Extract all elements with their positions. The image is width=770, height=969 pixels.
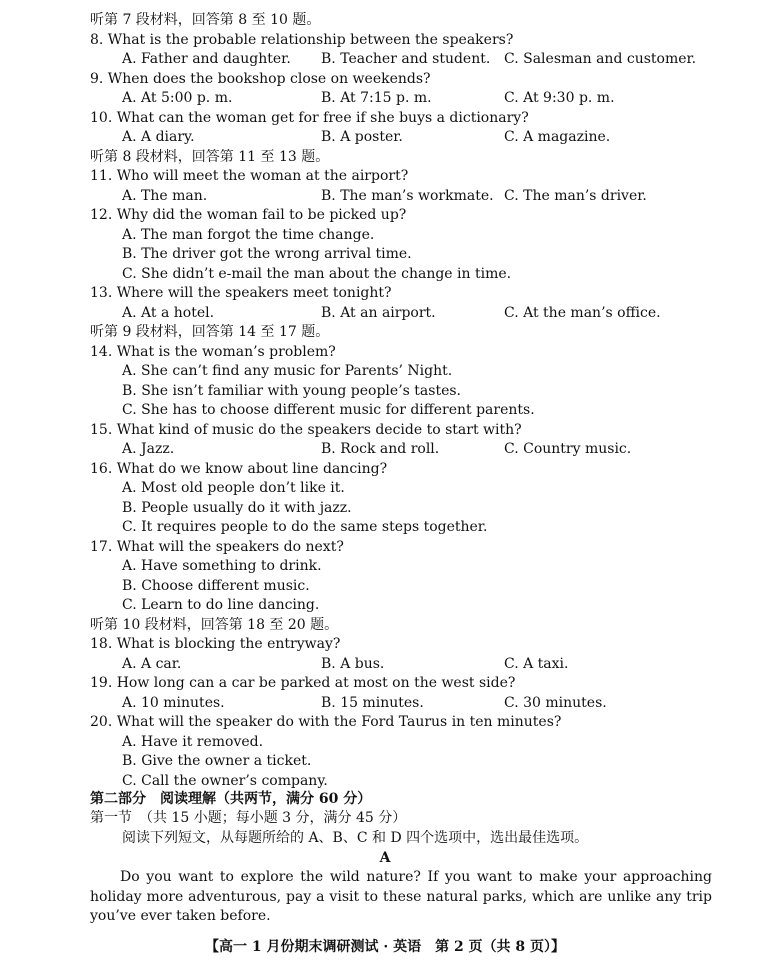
option-c: C. Country music. bbox=[504, 441, 632, 457]
option-a: A. A diary. bbox=[122, 129, 195, 145]
question: 11. Who will meet the woman at the airport? bbox=[90, 168, 409, 184]
option-a: C. Learn to do line dancing. bbox=[122, 597, 320, 613]
question: 19. How long can a car be parked at most on the west side? bbox=[90, 675, 516, 691]
option-c: C. Salesman and customer. bbox=[504, 51, 697, 67]
option-a: A. Jazz. bbox=[122, 441, 175, 457]
option-a: A. The man. bbox=[122, 188, 208, 204]
option-b: B. A poster. bbox=[321, 129, 403, 145]
option-a: C. She didn’t e-mail the man about the change in time. bbox=[122, 266, 512, 282]
listening-instruction: 听第 8 段材料，回答第 11 至 13 题。 bbox=[90, 149, 330, 165]
option-a: A. Have something to drink. bbox=[122, 558, 322, 574]
question: 18. What is blocking the entryway? bbox=[90, 636, 341, 652]
question: 10. What can the woman get for free if she buys a dictionary? bbox=[90, 110, 529, 126]
option-a: A. 10 minutes. bbox=[122, 695, 225, 711]
listening-instruction: 听第 9 段材料，回答第 14 至 17 题。 bbox=[90, 324, 330, 340]
question: 13. Where will the speakers meet tonight? bbox=[90, 285, 392, 301]
question: 12. Why did the woman fail to be picked up? bbox=[90, 207, 407, 223]
option-c: C. A magazine. bbox=[504, 129, 611, 145]
question: 15. What kind of music do the speakers decide to start with? bbox=[90, 422, 522, 438]
listening-instruction: 听第 7 段材料，回答第 8 至 10 题。 bbox=[90, 12, 321, 28]
option-b: B. At an airport. bbox=[321, 305, 436, 321]
option-a: B. People usually do it with jazz. bbox=[122, 500, 352, 516]
option-c: C. 30 minutes. bbox=[504, 695, 607, 711]
option-b: B. The man’s workmate. bbox=[321, 188, 494, 204]
option-b: B. At 7:15 p. m. bbox=[321, 90, 432, 106]
option-c: C. At the man’s office. bbox=[504, 305, 661, 321]
option-a: B. Choose different music. bbox=[122, 578, 310, 594]
question: 9. When does the bookshop close on weekends? bbox=[90, 71, 431, 87]
option-a: C. She has to choose different music for different parents. bbox=[122, 402, 535, 418]
option-b: B. Rock and roll. bbox=[321, 441, 440, 457]
section-title: 第二部分 阅读理解（共两节，满分 60 分） bbox=[90, 791, 372, 807]
option-a: A. The man forgot the time change. bbox=[122, 227, 375, 243]
option-a: A. Have it removed. bbox=[122, 734, 264, 750]
question: 16. What do we know about line dancing? bbox=[90, 461, 388, 477]
instructions: 阅读下列短文，从每题所给的 A、B、C 和 D 四个选项中，选出最佳选项。 bbox=[122, 830, 589, 846]
option-b: B. Teacher and student. bbox=[321, 51, 491, 67]
option-b: B. 15 minutes. bbox=[321, 695, 424, 711]
listening-instruction: 听第 10 段材料，回答第 18 至 20 题。 bbox=[90, 617, 339, 633]
option-a: A. Father and daughter. bbox=[122, 51, 291, 67]
option-c: C. The man’s driver. bbox=[504, 188, 647, 204]
option-a: C. It requires people to do the same steps together. bbox=[122, 519, 488, 535]
option-b: B. A bus. bbox=[321, 656, 385, 672]
question: 8. What is the probable relationship between the speakers? bbox=[90, 32, 514, 48]
question: 20. What will the speaker do with the Ford Taurus in ten minutes? bbox=[90, 714, 562, 730]
option-c: C. A taxi. bbox=[504, 656, 569, 672]
option-a: B. She isn’t familiar with young people’s tastes. bbox=[122, 383, 461, 399]
section-subtitle: 第一节 （共 15 小题；每小题 3 分，满分 45 分） bbox=[90, 810, 407, 826]
option-a: A. At 5:00 p. m. bbox=[122, 90, 233, 106]
question: 14. What is the woman’s problem? bbox=[90, 344, 336, 360]
question: 17. What will the speakers do next? bbox=[90, 539, 344, 555]
option-a: A. She can’t find any music for Parents’ Night. bbox=[122, 363, 453, 379]
option-a: B. Give the owner a ticket. bbox=[122, 753, 312, 769]
option-a: A. Most old people don’t like it. bbox=[122, 480, 345, 496]
passage-text: Do you want to explore the wild nature? If you want to make your approaching holiday more adventurous, pay a visit to these natural parks, which are unlike any trip you’ve ever taken before. bbox=[90, 869, 712, 924]
option-a: C. Call the owner’s company. bbox=[122, 773, 328, 789]
option-a: A. A car. bbox=[122, 656, 182, 672]
option-c: C. At 9:30 p. m. bbox=[504, 90, 615, 106]
page-footer: 【高一 1 月份期末调研测试 · 英语 第 2 页（共 8 页）】 bbox=[204, 939, 566, 955]
option-a: B. The driver got the wrong arrival time. bbox=[122, 246, 412, 262]
option-a: A. At a hotel. bbox=[122, 305, 215, 321]
passage-letter: A bbox=[379, 850, 391, 866]
